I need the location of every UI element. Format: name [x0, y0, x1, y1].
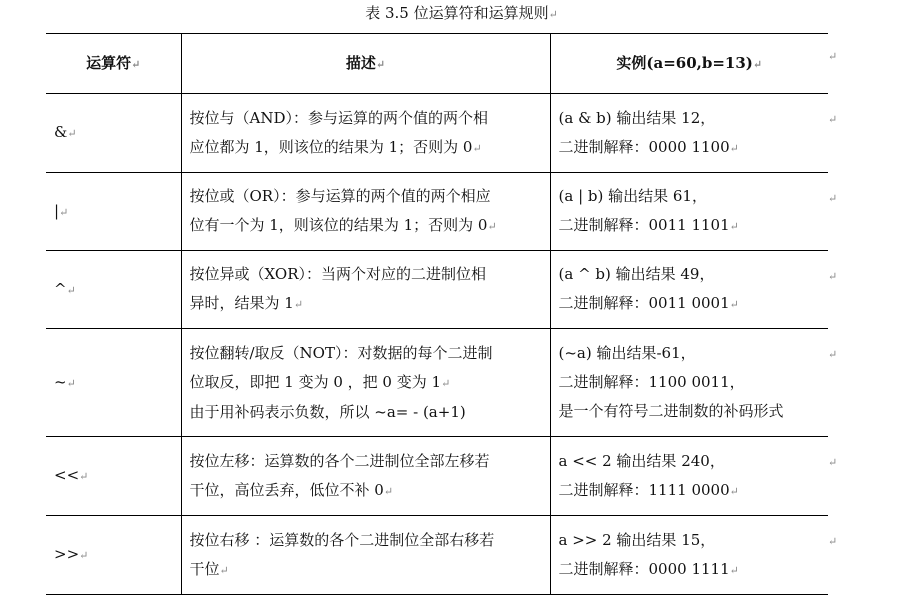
paragraph-mark-icon: ↵: [752, 57, 763, 71]
example-cell: [550, 516, 828, 595]
description-text: 位取反，即把 1 变为 0 ，把 0 变为 1: [189, 372, 442, 391]
example-line: [559, 476, 821, 506]
description-text: 干位，高位丢弃，低位不补 0: [189, 480, 384, 499]
operator-cell: [46, 173, 181, 251]
description-line: [190, 289, 542, 319]
example-text: 二进制解释：0000 1100: [558, 137, 730, 156]
example-cell: [550, 94, 828, 173]
paragraph-mark-icon: ↵: [729, 220, 739, 233]
bitwise-operator-table: [46, 33, 828, 595]
paragraph-mark-icon: ↵: [729, 484, 739, 498]
operator-cell: [46, 94, 181, 173]
description-line: 按位或（OR）：参与运算的两个值的两个相应: [189, 187, 491, 205]
description-line: 按位与（AND）：参与运算的两个值的两个相: [189, 108, 488, 127]
paragraph-mark-icon: ↵: [293, 298, 304, 311]
operator-cell: [46, 516, 181, 595]
example-line: a << 2 输出结果 240，: [558, 451, 725, 470]
header-description-label: 描述: [345, 53, 376, 72]
table-row: [46, 329, 828, 437]
operator-cell: [46, 329, 181, 437]
row-end-mark-icon: ↵: [828, 535, 838, 548]
example-text: 二进制解释：0011 0001: [558, 294, 730, 312]
paragraph-mark-icon: ↵: [59, 205, 69, 219]
paragraph-mark-icon: ↵: [66, 376, 76, 390]
row-end-mark-icon: ↵: [828, 270, 838, 283]
example-line: (~a) 输出结果-61，: [558, 344, 696, 362]
paragraph-mark-icon: ↵: [729, 563, 739, 577]
paragraph-mark-icon: ↵: [472, 141, 482, 155]
description-line: 按位翻转/取反（NOT）：对数据的每个二进制: [189, 343, 493, 362]
description-cell: [181, 437, 550, 516]
operator-symbol: &: [54, 123, 68, 141]
example-cell: [550, 251, 828, 329]
example-cell: [550, 437, 828, 516]
paragraph-mark-icon: ↵: [375, 57, 386, 71]
description-text: 应位都为 1，则该位的结果为 1；否则为 0: [189, 137, 473, 156]
operator-cell: [46, 437, 181, 516]
example-line: 是一个有符号二进制数的补码形式: [558, 402, 784, 420]
example-line: [559, 289, 821, 319]
row-end-mark-icon: ↵: [828, 348, 838, 361]
table-caption: [0, 3, 923, 25]
example-text: 二进制解释：0000 1111: [558, 559, 730, 578]
paragraph-mark-icon: ↵: [219, 563, 229, 577]
paragraph-mark-icon: ↵: [131, 57, 141, 71]
paragraph-mark-icon: ↵: [67, 127, 77, 140]
example-line: 二进制解释：1100 0011，: [558, 373, 745, 391]
paragraph-mark-icon: ↵: [79, 470, 89, 483]
example-cell: [550, 173, 828, 251]
row-end-mark-icon: ↵: [828, 113, 838, 126]
header-operator: [46, 34, 181, 94]
example-line: [559, 133, 821, 163]
example-line: (a & b) 输出结果 12，: [558, 108, 716, 127]
header-row: [46, 34, 828, 94]
description-line: [190, 211, 542, 241]
table-row: [46, 94, 828, 173]
description-cell: [181, 329, 550, 437]
example-line: a >> 2 输出结果 15，: [558, 530, 716, 549]
header-operator-label: 运算符: [86, 53, 132, 72]
description-line: 按位异或（XOR）：当两个对应的二进制位相: [189, 265, 487, 283]
description-text: 异时，结果为 1: [189, 294, 294, 312]
example-text: 二进制解释：0011 1101: [558, 216, 730, 234]
description-text: 干位: [189, 559, 220, 578]
header-description: [181, 34, 550, 94]
paragraph-mark-icon: ↵: [441, 376, 451, 390]
table-row: [46, 251, 828, 329]
caption-text: 表 3.5 位运算符和运算规则: [365, 4, 549, 22]
row-end-mark-icon: ↵: [828, 456, 838, 469]
description-line: [190, 133, 542, 163]
example-text: 二进制解释：1111 0000: [558, 480, 730, 499]
paragraph-mark-icon: ↵: [79, 549, 89, 562]
operator-cell: [46, 251, 181, 329]
example-line: (a | b) 输出结果 61，: [558, 187, 707, 205]
header-example: [550, 34, 828, 94]
paragraph-mark-icon: ↵: [383, 484, 394, 498]
paragraph-mark-icon: ↵: [66, 283, 76, 297]
operator-symbol: ^: [54, 279, 67, 298]
example-line: (a ^ b) 输出结果 49，: [558, 265, 715, 283]
description-line: [190, 368, 542, 398]
example-line: [559, 211, 821, 241]
table-row: [46, 516, 828, 595]
operator-symbol: >>: [54, 545, 80, 563]
table-row: [46, 437, 828, 516]
description-cell: [181, 516, 550, 595]
header-example-label: 实例(a=60,b=13): [616, 53, 753, 72]
example-line: [559, 555, 821, 585]
table-row: [46, 173, 828, 251]
description-text: 位有一个为 1，则该位的结果为 1；否则为 0: [189, 216, 488, 234]
description-cell: [181, 173, 550, 251]
description-line: 按位左移：运算数的各个二进制位全部左移若: [189, 451, 490, 470]
paragraph-mark-icon: ↵: [548, 8, 558, 21]
description-cell: [181, 94, 550, 173]
description-line: 由于用补码表示负数，所以 ~a= - (a+1): [189, 402, 466, 421]
description-line: [190, 555, 542, 585]
row-end-mark-icon: ↵: [828, 192, 838, 205]
description-line: 按位右移 ：运算数的各个二进制位全部右移若: [189, 530, 495, 549]
paragraph-mark-icon: ↵: [729, 141, 739, 155]
description-line: [190, 476, 542, 506]
operator-symbol: |: [54, 201, 60, 220]
paragraph-mark-icon: ↵: [729, 298, 739, 311]
row-end-mark-icon: ↵: [828, 50, 838, 63]
operator-symbol: <<: [54, 466, 80, 484]
operator-symbol: ~: [54, 372, 67, 391]
example-cell: [550, 329, 828, 437]
paragraph-mark-icon: ↵: [487, 220, 497, 233]
description-cell: [181, 251, 550, 329]
